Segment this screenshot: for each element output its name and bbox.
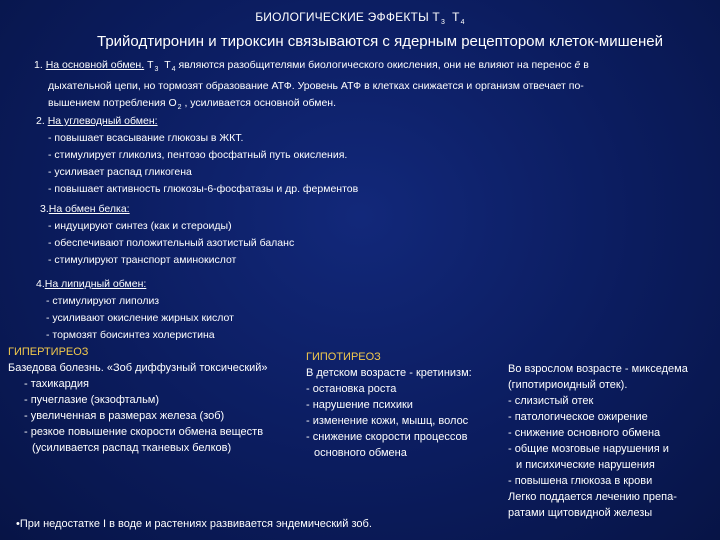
list-item: - стимулируют транспорт аминокислот bbox=[48, 254, 237, 266]
list-item: - стимулирует гликолиз, пентозо фосфатный путь окисления. bbox=[48, 149, 348, 161]
list-item: - обеспечивают положительный азотистый баланс bbox=[48, 237, 295, 249]
hypothyroidism-label: ГИПОТИРЕОЗ bbox=[306, 351, 381, 363]
list-item: - повышает активность глюкозы-6-фосфатазы и др. ферментов bbox=[48, 183, 359, 195]
list-item: - стимулируют липолиз bbox=[46, 295, 160, 307]
section1-heading: На основной обмен. bbox=[45, 59, 145, 71]
section1-line1: 1. На основной обмен. $Т_3$ $Т_4$ являются разобщителями биологического окисления, они не влияют на перенос ē в bbox=[34, 59, 589, 73]
bullet-icon: • bbox=[16, 518, 20, 530]
hyperthyroidism-label: ГИПЕРТИРЕОЗ bbox=[8, 346, 89, 358]
list-item: - усиливает распад гликогена bbox=[48, 166, 192, 178]
page-title: БИОЛОГИЧЕСКИЕ ЭФФЕКТЫ $Т_3$ $Т_4$ bbox=[255, 10, 465, 26]
section-basal-metabolism: 1. На основной обмен. $Т_3$ $Т_4$ являются разобщителями биологического окисления, они не влияют на перенос ē в дыхательной цепи, но тормозят образование АТФ. Уровень АТФ в клетках снижается и организм отвечает по- вышением потребления $О_2$ , усиливается основной обмен. bbox=[34, 59, 589, 111]
subtitle: Трийодтиронин и тироксин связываются с ядерным рецептором клеток-мишеней bbox=[97, 33, 663, 50]
section-lipid: 4.На липидный обмен: - стимулируют липолиз - усиливают окисление жирных кислот - тормозят боисинтез холеристина bbox=[36, 276, 234, 344]
footer-note: •При недостатке I в воде и растениях развивается эндемический зоб. bbox=[16, 518, 372, 530]
list-item: - повышает всасывание глюкозы в ЖКТ. bbox=[48, 132, 244, 144]
section4-heading: На липидный обмен: bbox=[44, 278, 147, 290]
hypothyroidism-block: ГИПОТИРЕОЗ В детском возрасте - кретинизм: - остановка роста - нарушение психики - изменение кожи, мышц, волос - снижение скорости процессов основного обмена bbox=[306, 351, 472, 459]
section-protein: 3.На обмен белка: - индуцируют синтез (как и стероиды) - обеспечивают положительный азотистый баланс - стимулируют транспорт аминокислот bbox=[40, 201, 294, 269]
list-item: - индуцируют синтез (как и стероиды) bbox=[48, 220, 232, 232]
section2-heading: На углеводный обмен: bbox=[47, 115, 158, 127]
section-carbohydrate: 2. На углеводный обмен: - повышает всасывание глюкозы в ЖКТ. - стимулирует гликолиз, пентозо фосфатный путь окисления. - усиливает распад гликогена - повышает активность глюкозы-6-фосфатазы и др. ферментов bbox=[36, 113, 358, 198]
list-item: - усиливают окисление жирных кислот bbox=[46, 312, 234, 324]
list-item: - тормозят боисинтез холеристина bbox=[46, 329, 215, 341]
hyperthyroidism-block: ГИПЕРТИРЕОЗ Базедова болезнь. «Зоб диффузный токсический» - тахикардия - пучеглазие (экзофтальм) - увеличенная в размерах железа (зоб) - резкое повышение скорости обмена веществ (усиливается распад тканевых белков) bbox=[8, 346, 268, 454]
myxedema-block: Во взрослом возрасте - микседема (гипотириоидный отек). - слизистый отек - патологическое ожирение - снижение основного обмена - общие мозговые нарушения и и писихические нарушения - повышена глюкоза в крови Легко поддается лечению препа- ратами щитовидной железы bbox=[508, 363, 688, 519]
section3-heading: На обмен белка: bbox=[48, 203, 130, 215]
